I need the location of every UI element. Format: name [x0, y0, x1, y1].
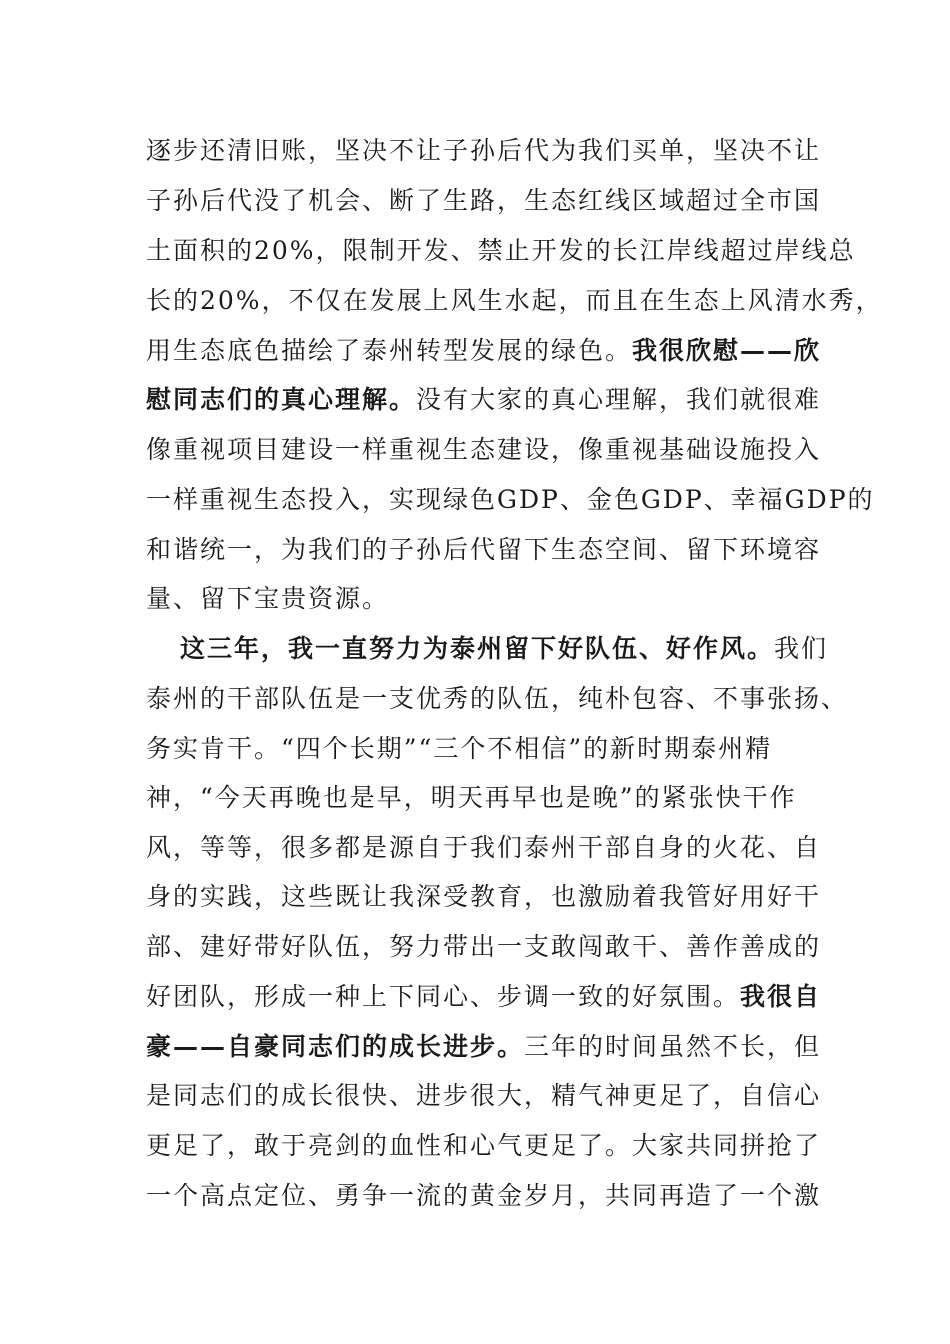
text-line — [146, 533, 821, 567]
text-line — [146, 234, 856, 268]
text-segment: 像重视项目建设一样重视生态建设，像重视基础设施投入 — [146, 435, 822, 464]
text-segment: 一样重视生态投入，实现绿色GDP、金色GDP、幸福GDP的 — [146, 485, 875, 514]
text-line — [146, 1129, 821, 1163]
text-line — [146, 732, 772, 766]
text-line — [146, 433, 821, 467]
paragraph-first-line — [180, 632, 828, 666]
text-segment: 更足了，敢于亮剑的血性和心气更足了。大家共同拼抢了 — [146, 1131, 822, 1160]
text-segment: 量、留下宝贵资源。 — [146, 584, 390, 613]
bold-text-segment: 豪——自豪同志们的成长进步。 — [146, 1032, 525, 1061]
text-segment: 土面积的20%，限制开发、禁止开发的长江岸线超过岸线总 — [146, 236, 856, 265]
bold-text-segment: 这三年，我一直努力为泰州留下好队伍、好作风。 — [180, 634, 775, 663]
text-segment: 没有大家的真心理解，我们就很难 — [416, 385, 822, 414]
text-segment: 神，“今天再晚也是早，明天再早也是晚”的紧张快干作 — [146, 783, 797, 812]
text-line — [146, 930, 821, 964]
text-segment: 用生态底色描绘了泰州转型发展的绿色。 — [146, 336, 633, 365]
text-line — [146, 1030, 821, 1064]
text-line — [146, 334, 821, 368]
text-line — [146, 284, 883, 318]
text-segment: 子孙后代没了机会、断了生路，生态红线区域超过全市国 — [146, 186, 822, 215]
text-line — [146, 682, 848, 716]
bold-text-segment: 我很欣慰——欣 — [632, 336, 822, 365]
text-segment: 身的实践，这些既让我深受教育，也激励着我管好用好干 — [146, 882, 822, 911]
bold-text-segment: 慰同志们的真心理解。 — [146, 385, 417, 414]
text-segment: 长的20%，不仅在发展上风生水起，而且在生态上风清水秀， — [146, 286, 883, 315]
text-segment: 和谐统一，为我们的子孙后代留下生态空间、留下环境容 — [146, 535, 822, 564]
text-line — [146, 831, 821, 865]
text-line — [146, 980, 821, 1014]
text-segment: 是同志们的成长很快、进步很大，精气神更足了，自信心 — [146, 1081, 822, 1110]
text-segment: 好团队，形成一种上下同心、步调一致的好氛围。 — [146, 982, 741, 1011]
text-segment: 部、建好带好队伍，努力带出一支敢闯敢干、善作善成的 — [146, 932, 822, 961]
text-segment: 逐步还清旧账，坚决不让子孙后代为我们买单，坚决不让 — [146, 136, 822, 165]
text-segment: 三年的时间虽然不长，但 — [524, 1032, 822, 1061]
text-segment: 风，等等，很多都是源自于我们泰州干部自身的火花、自 — [146, 833, 822, 862]
text-line — [146, 383, 821, 417]
text-segment: 我们 — [774, 634, 829, 663]
text-line — [146, 1179, 821, 1213]
text-segment: 务实肯干。“四个长期”“三个不相信”的新时期泰州精 — [146, 734, 773, 763]
text-segment: 一个高点定位、勇争一流的黄金岁月，共同再造了一个激 — [146, 1181, 822, 1210]
text-segment: 泰州的干部队伍是一支优秀的队伍，纯朴包容、不事张扬、 — [146, 684, 849, 713]
text-line — [146, 134, 821, 168]
bold-text-segment: 我很自 — [740, 982, 822, 1011]
text-line — [146, 1079, 821, 1113]
text-line — [146, 781, 797, 815]
text-line — [146, 880, 821, 914]
text-line — [146, 582, 389, 616]
text-line — [146, 184, 821, 218]
text-line — [146, 483, 875, 517]
